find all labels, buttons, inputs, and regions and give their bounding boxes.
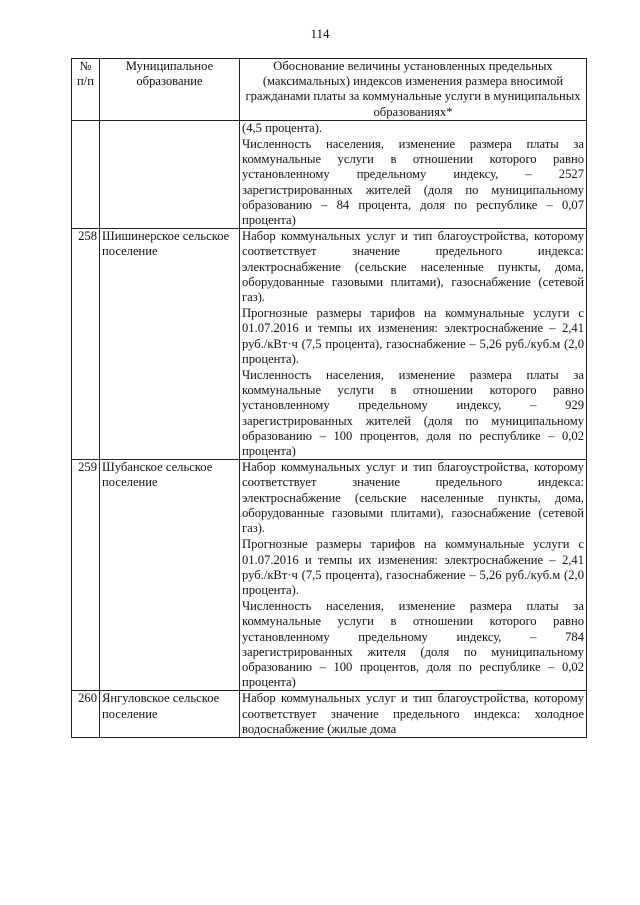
justification-paragraph: Численность населения, изменение размера платы за коммунальные услуги в отношении которого равно установленному предельному индексу, – 2527 зарегистрированных жителей (доля по муниципальному образованию – 84 процента, доля по республике – 0,07 процента) xyxy=(242,137,584,228)
page-number: 114 xyxy=(310,26,330,41)
justification-text xyxy=(240,691,587,738)
justification-text xyxy=(240,229,587,460)
municipality-name: Янгуловское сельское поселение xyxy=(100,691,240,738)
justification-paragraph: (4,5 процента). xyxy=(242,120,323,135)
table-row xyxy=(72,691,587,738)
municipality-name xyxy=(100,120,240,228)
table-header-row xyxy=(72,59,587,121)
index-justification-table xyxy=(71,58,587,738)
justification-text xyxy=(240,460,587,691)
justification-paragraph: Численность населения, изменение размера платы за коммунальные услуги в отношении которого равно установленному предельному индексу, – 784 зарегистрированных жителя (доля по муниципальному образованию – 100 процентов, доля по республике – 0,02 процента) xyxy=(242,599,584,690)
header-municipality: Муниципальное образование xyxy=(100,59,240,121)
municipality-name: Шишинерское сельское поселение xyxy=(100,229,240,460)
municipality-name: Шубанское сельское поселение xyxy=(100,460,240,691)
table-row xyxy=(72,460,587,691)
justification-paragraph: Прогнозные размеры тарифов на коммунальные услуги с 01.07.2016 и темпы их изменения: электроснабжение – 2,41 руб./кВт·ч (7,5 процента), газоснабжение – 5,26 руб./куб.м (2,0 процента). xyxy=(242,306,584,366)
header-justification: Обоснование величины установленных предельных (максимальных) индексов изменения размера вносимой гражданами платы за коммунальные услуги в муниципальных образованиях* xyxy=(240,59,587,121)
row-number: 259 xyxy=(72,460,100,691)
table-row xyxy=(72,229,587,460)
justification-paragraph: Набор коммунальных услуг и тип благоустройства, которому соответствует значение предельного индекса: холодное водоснабжение (жилые дома xyxy=(242,691,584,736)
header-number: № п/п xyxy=(72,59,100,121)
justification-paragraph: Численность населения, изменение размера платы за коммунальные услуги в отношении которого равно установленному предельному индексу, – 929 зарегистрированных жителей (доля по муниципальному образованию – 100 процентов, доля по республике – 0,02 процента) xyxy=(242,368,584,459)
justification-paragraph: Набор коммунальных услуг и тип благоустройства, которому соответствует значение предельного индекса: электроснабжение (сельские населенные пункты, дома, оборудованные газовыми плитами), газоснабжение (сетевой газ). xyxy=(242,460,584,536)
row-number: 260 xyxy=(72,691,100,738)
table-row xyxy=(72,120,587,228)
justification-paragraph: Прогнозные размеры тарифов на коммунальные услуги с 01.07.2016 и темпы их изменения: электроснабжение – 2,41 руб./кВт·ч (7,5 процента), газоснабжение – 5,26 руб./куб.м (2,0 процента). xyxy=(242,537,584,597)
justification-text xyxy=(240,120,587,228)
row-number xyxy=(72,120,100,228)
row-number: 258 xyxy=(72,229,100,460)
justification-paragraph: Набор коммунальных услуг и тип благоустройства, которому соответствует значение предельного индекса: электроснабжение (сельские населенные пункты, дома, оборудованные газовыми плитами), газоснабжение (сетевой газ). xyxy=(242,229,584,305)
